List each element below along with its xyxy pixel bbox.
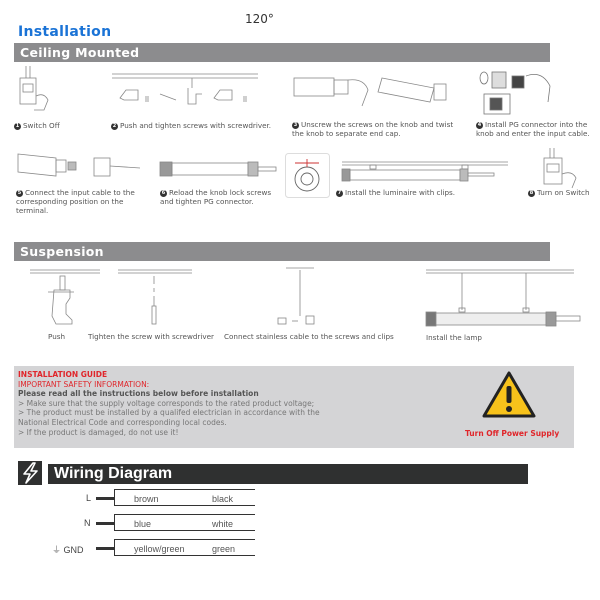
wire-l-color-1: brown [134, 494, 159, 504]
wire-l-color-2: black [212, 494, 234, 504]
installation-guide-box [14, 366, 574, 448]
suspension-step-connect-cable: Connect stainless cable to the screws and clips [224, 332, 394, 341]
push-drill-illustration [28, 266, 103, 328]
wire-gnd-color-2: green [212, 544, 236, 554]
page-title: Installation [18, 24, 112, 40]
wire-lead [96, 497, 114, 500]
ceiling-step-7 [336, 188, 455, 197]
screwdriver-illustration [116, 266, 196, 328]
step-text: Unscrew the screws on the knob and twist the knob to separate end cap. [292, 120, 454, 138]
wire-n-color-2: white [212, 519, 234, 529]
guide-line: National Electrical Code and corresponding local codes. [18, 417, 227, 427]
install-pg-connector-illustration [474, 66, 564, 116]
connect-cable-illustration [16, 150, 141, 185]
wire-n-color-1: blue [134, 519, 152, 529]
step-number-badge: 7 [337, 189, 342, 196]
install-lamp-illustration [424, 268, 584, 332]
suspension-step-push: Push [48, 332, 66, 341]
ceiling-step-6 [160, 188, 278, 206]
step-number-badge: 2 [112, 122, 117, 129]
step-text: Reload the knob lock screws and tighten PG connector. [160, 188, 272, 206]
guide-intro: Please read all the instructions below before installation [18, 389, 259, 399]
angle-label: 120° [245, 12, 274, 26]
ceiling-step-5 [16, 188, 146, 215]
step-number-badge: 8 [529, 189, 534, 196]
ceiling-step-3 [292, 120, 467, 138]
wire-lead [96, 547, 114, 550]
step-number-badge: 4 [477, 121, 482, 128]
turn-on-switch-illustration [540, 148, 580, 190]
ceiling-step-8 [528, 188, 590, 197]
step-text: Connect the input cable to the corresponding position on the terminal. [16, 188, 135, 215]
terminal-gnd-label: ⏚ GND [52, 545, 84, 555]
step-text: Install PG connector into the knob and enter the input cable. [476, 120, 590, 138]
wire-lead [96, 522, 114, 525]
switch-off-illustration [14, 66, 54, 116]
ceiling-mounted-heading: Ceiling Mounted [14, 43, 550, 62]
unscrew-knob-illustration [292, 68, 462, 113]
wiring-diagram-heading: Wiring Diagram [48, 464, 528, 484]
reload-knob-illustration [158, 158, 278, 180]
suspension-step-tighten: Tighten the screw with screwdriver [88, 332, 214, 341]
lightning-icon [18, 461, 42, 485]
clip-mount-illustration [110, 68, 260, 113]
step-text: Switch Off [23, 121, 60, 130]
wire-gnd-color-1: yellow/green [134, 544, 185, 554]
guide-line: > Make sure that the supply voltage corresponds to the rated product voltage; [18, 398, 315, 408]
stainless-cable-illustration [270, 262, 330, 330]
step-number-badge: 5 [17, 189, 22, 196]
guide-line: > The product must be installed by a qualifed electrician in accordance with the [18, 408, 320, 418]
ceiling-step-4 [476, 120, 598, 138]
terminal-n-label: N [84, 518, 91, 528]
guide-line: > If the product is damaged, do not use it! [18, 427, 179, 437]
suspension-step-install-lamp: Install the lamp [426, 333, 482, 342]
ceiling-step-2 [111, 121, 271, 130]
guide-title: INSTALLATION GUIDE [18, 370, 108, 379]
step-number-badge: 1 [15, 122, 20, 129]
step-number-badge: 3 [293, 121, 298, 128]
step-text: Install the luminaire with clips. [345, 188, 456, 197]
knob-closeup-illustration [285, 153, 330, 198]
step-text: Turn on Switch [537, 188, 590, 197]
guide-subtitle: IMPORTANT SAFETY INFORMATION: [18, 379, 150, 389]
install-luminaire-illustration [340, 160, 510, 186]
step-text: Push and tighten screws with screwdriver. [120, 121, 272, 130]
step-number-badge: 6 [161, 189, 166, 196]
ceiling-step-1 [14, 121, 60, 130]
turn-off-power-label: Turn Off Power Supply [465, 429, 560, 438]
suspension-heading: Suspension [14, 242, 550, 261]
terminal-l-label: L [86, 493, 92, 503]
warning-triangle-icon [481, 370, 537, 420]
